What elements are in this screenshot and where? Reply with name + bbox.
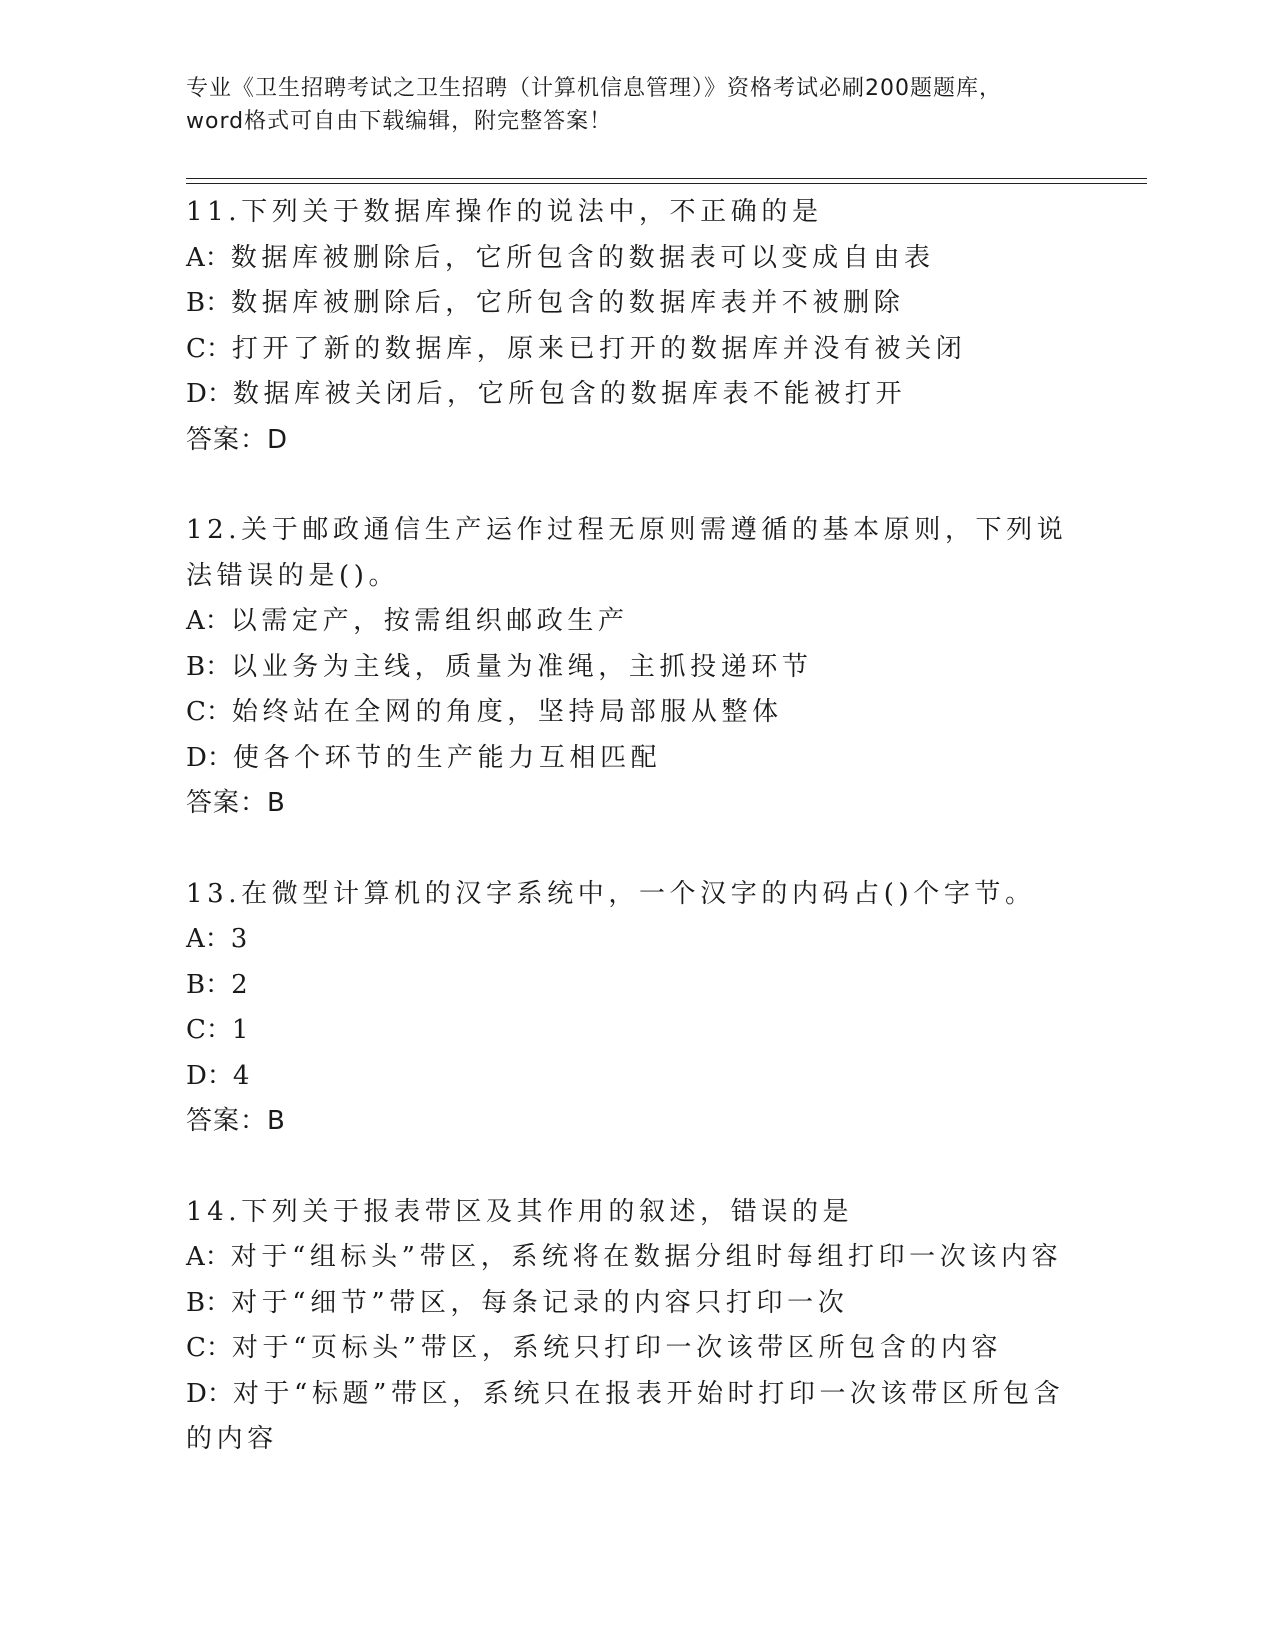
option-letter: C： [186, 333, 232, 364]
question-list [186, 190, 1086, 1508]
option-text: 1 [231, 1015, 254, 1045]
option-c [186, 690, 1086, 736]
option-text: 始终站在全网的角度，坚持局部服从整体 [231, 697, 783, 727]
option-letter: C： [186, 1333, 232, 1363]
question-13 [186, 872, 1086, 1145]
document-header [186, 72, 1086, 138]
header-divider-bottom [186, 183, 1147, 184]
option-letter: D： [186, 742, 233, 773]
option-text: 对于“组标头”带区，系统将在数据分组时每组打印一次该内容 [230, 1242, 1063, 1272]
option-letter: A： [186, 1242, 231, 1272]
option-c [186, 327, 1086, 373]
question-14 [186, 1190, 1086, 1463]
header-line-1: 专业《卫生招聘考试之卫生招聘（计算机信息管理）》资格考试必刷200题题库， [186, 76, 1002, 101]
header-line-2: word格式可自由下载编辑，附完整答案！ [186, 109, 613, 134]
option-text: 以需定产，按需组织邮政生产 [230, 606, 629, 636]
option-a [186, 599, 1086, 645]
option-a [186, 917, 1086, 963]
question-stem: 12.关于邮政通信生产运作过程无原则需遵循的基本原则，下列说法错误的是()。 [186, 515, 1068, 591]
question-stem: 13.在微型计算机的汉字系统中，一个汉字的内码占()个字节。 [186, 878, 1036, 909]
option-letter: D： [186, 1378, 233, 1409]
option-letter: D： [186, 1060, 233, 1091]
option-letter: A： [186, 606, 231, 636]
option-d [186, 1372, 1086, 1463]
option-b [186, 645, 1086, 691]
option-text: 数据库被删除后，它所包含的数据库表并不被删除 [231, 288, 905, 318]
option-letter: A： [186, 924, 231, 954]
option-a [186, 1235, 1086, 1281]
question-stem: 11.下列关于数据库操作的说法中，不正确的是 [186, 197, 823, 227]
option-text: 数据库被删除后，它所包含的数据表可以变成自由表 [230, 242, 935, 273]
option-text: 以业务为主线，质量为准绳，主抓投递环节 [231, 651, 813, 682]
option-text: 对于“标题”带区，系统只在报表开始时打印一次该带区所包含的内容 [186, 1378, 1065, 1454]
option-letter: C： [186, 1015, 232, 1045]
option-letter: B： [186, 288, 232, 318]
option-letter: D： [186, 379, 233, 409]
answer-line: 答案：B [186, 788, 286, 818]
option-letter: B： [186, 1287, 232, 1318]
option-c [186, 1008, 1086, 1054]
option-text: 打开了新的数据库，原来已打开的数据库并没有被关闭 [231, 333, 967, 364]
option-text: 使各个环节的生产能力互相匹配 [232, 742, 662, 773]
option-d [186, 736, 1086, 782]
answer-line: 答案：B [186, 1106, 286, 1136]
option-d [186, 372, 1086, 418]
option-b [186, 281, 1086, 327]
question-11 [186, 190, 1086, 463]
header-divider-top [186, 178, 1147, 179]
option-text: 对于“细节”带区，每条记录的内容只打印一次 [231, 1287, 849, 1318]
question-12 [186, 508, 1086, 827]
option-a [186, 236, 1086, 282]
question-stem: 14.下列关于报表带区及其作用的叙述，错误的是 [186, 1196, 854, 1227]
option-b [186, 963, 1086, 1009]
option-d [186, 1054, 1086, 1100]
option-text: 3 [230, 924, 252, 954]
option-c [186, 1326, 1086, 1372]
option-text: 数据库被关闭后，它所包含的数据库表不能被打开 [232, 379, 907, 409]
option-letter: A： [186, 242, 231, 273]
option-text: 2 [231, 969, 253, 1000]
answer-line: 答案：D [186, 424, 289, 455]
option-letter: B： [186, 969, 232, 1000]
option-text: 对于“页标头”带区，系统只打印一次该带区所包含的内容 [231, 1333, 1003, 1363]
option-text: 4 [232, 1060, 255, 1091]
option-b [186, 1281, 1086, 1327]
option-letter: B： [186, 651, 232, 682]
option-letter: C： [186, 697, 232, 727]
